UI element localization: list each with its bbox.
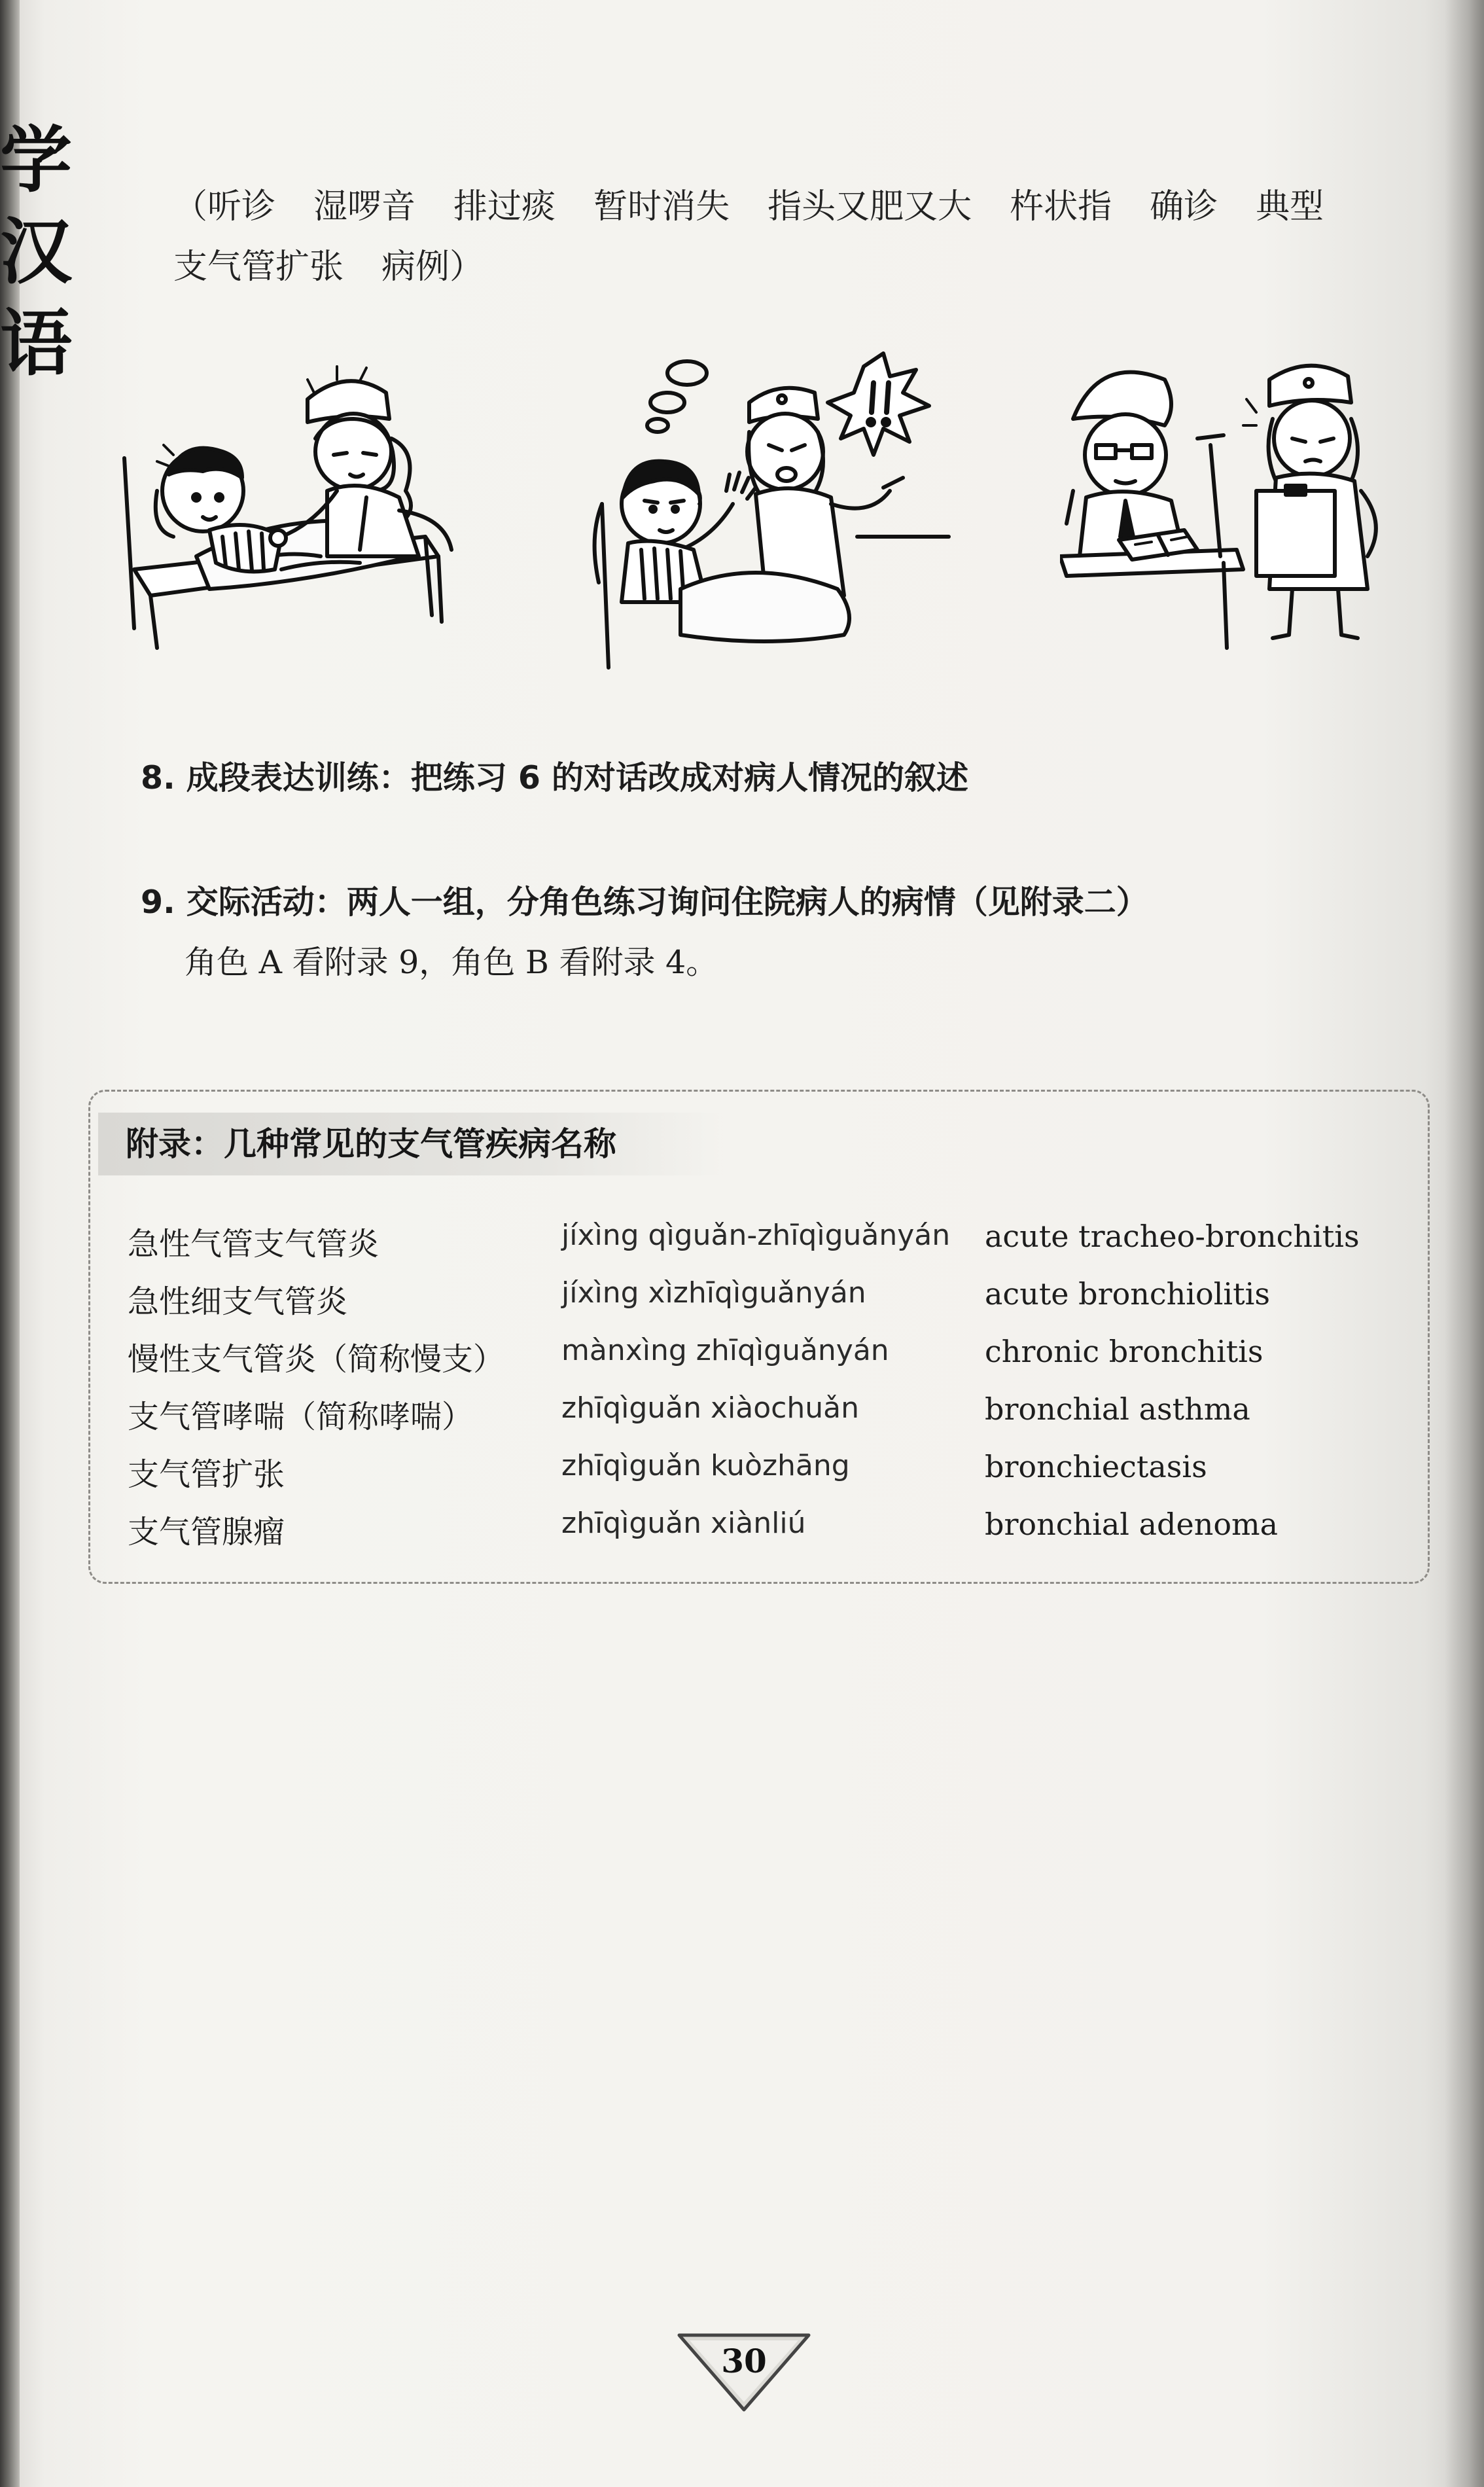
vocab-word: 确诊 [1150,187,1218,226]
disease-pinyin: mànxìng zhīqìguǎnyán [561,1334,889,1367]
spine-title-char: 汉 [0,209,72,294]
doctor-listening-illustration [111,340,478,668]
disease-chinese-name: 支气管腺瘤 [128,1514,285,1550]
open-paren: （ [173,187,208,226]
exercise-text: 交际活动：两人一组，分角色练习询问住院病人的病情（见附录二） [186,884,1148,921]
page-number-badge [675,2330,813,2414]
exercise-9 [141,877,1148,923]
disease-chinese-name: 慢性支气管炎（简称慢支） [128,1341,505,1378]
vocab-word: 支气管扩张 [173,247,344,287]
disease-chinese-name: 急性气管支气管炎 [128,1226,380,1262]
disease-chinese-name: 支气管哮喘（简称哮喘） [128,1399,474,1435]
disease-row [0,1507,1484,1564]
finger-check-illustration [582,340,975,674]
vocab-word: 听诊 [207,187,276,226]
disease-chinese-name: 急性细支气管炎 [128,1283,348,1320]
doctor-writing-diagnosis-with-nurse-icon [1060,340,1426,654]
disease-pinyin: zhīqìguǎn kuòzhāng [561,1449,850,1482]
vocab-word: 病例 [381,247,450,287]
vocab-word: 杵状指 [1010,187,1112,226]
disease-pinyin: zhīqìguǎn xiànliú [561,1507,806,1540]
disease-chinese-name: 支气管扩张 [128,1456,285,1493]
exercise-number: 8. [141,759,175,796]
vocab-word: 排过痰 [453,187,556,226]
disease-row [0,1449,1484,1507]
diagnosis-illustration [1060,340,1426,654]
disease-pinyin: jíxìng qìguǎn-zhīqìguǎnyán [561,1219,951,1252]
exercise-text: 成段表达训练：把练习 6 的对话改成对病人情况的叙述 [186,759,968,796]
exercise-number: 9. [141,884,175,921]
appendix-title: 附录：几种常见的支气管疾病名称 [98,1113,723,1175]
disease-pinyin: jíxìng xìzhīqìguǎnyán [561,1276,866,1310]
disease-english-name: chronic bronchitis [985,1334,1263,1369]
vocab-word: 暂时消失 [593,187,730,226]
vocab-word: 指头又肥又大 [768,187,972,226]
disease-english-name: bronchial adenoma [985,1507,1279,1542]
patient-showing-fingers-to-surprised-nurse-icon [582,340,975,674]
close-paren: ） [450,247,484,287]
disease-pinyin: zhīqìguǎn xiàochuǎn [561,1391,859,1425]
doctor-listening-to-patient-in-bed-icon [111,340,478,668]
disease-english-name: acute tracheo-bronchitis [985,1219,1360,1254]
disease-row [0,1391,1484,1449]
exercise-9-instructions: 角色 A 看附录 9，角色 B 看附录 4。 [185,944,718,981]
page-number: 30 [721,2342,767,2380]
exercise-8 [141,753,968,798]
disease-english-name: acute bronchiolitis [985,1276,1270,1312]
vocabulary-hint [173,177,1417,297]
spine-title-char: 学 [0,118,72,202]
spine-title-char: 语 [0,301,72,385]
vocab-word: 典型 [1256,187,1324,226]
disease-row [0,1334,1484,1391]
disease-english-name: bronchial asthma [985,1391,1250,1427]
vocab-word: 湿啰音 [313,187,416,226]
disease-row [0,1276,1484,1334]
disease-row [0,1219,1484,1276]
disease-english-name: bronchiectasis [985,1449,1207,1484]
